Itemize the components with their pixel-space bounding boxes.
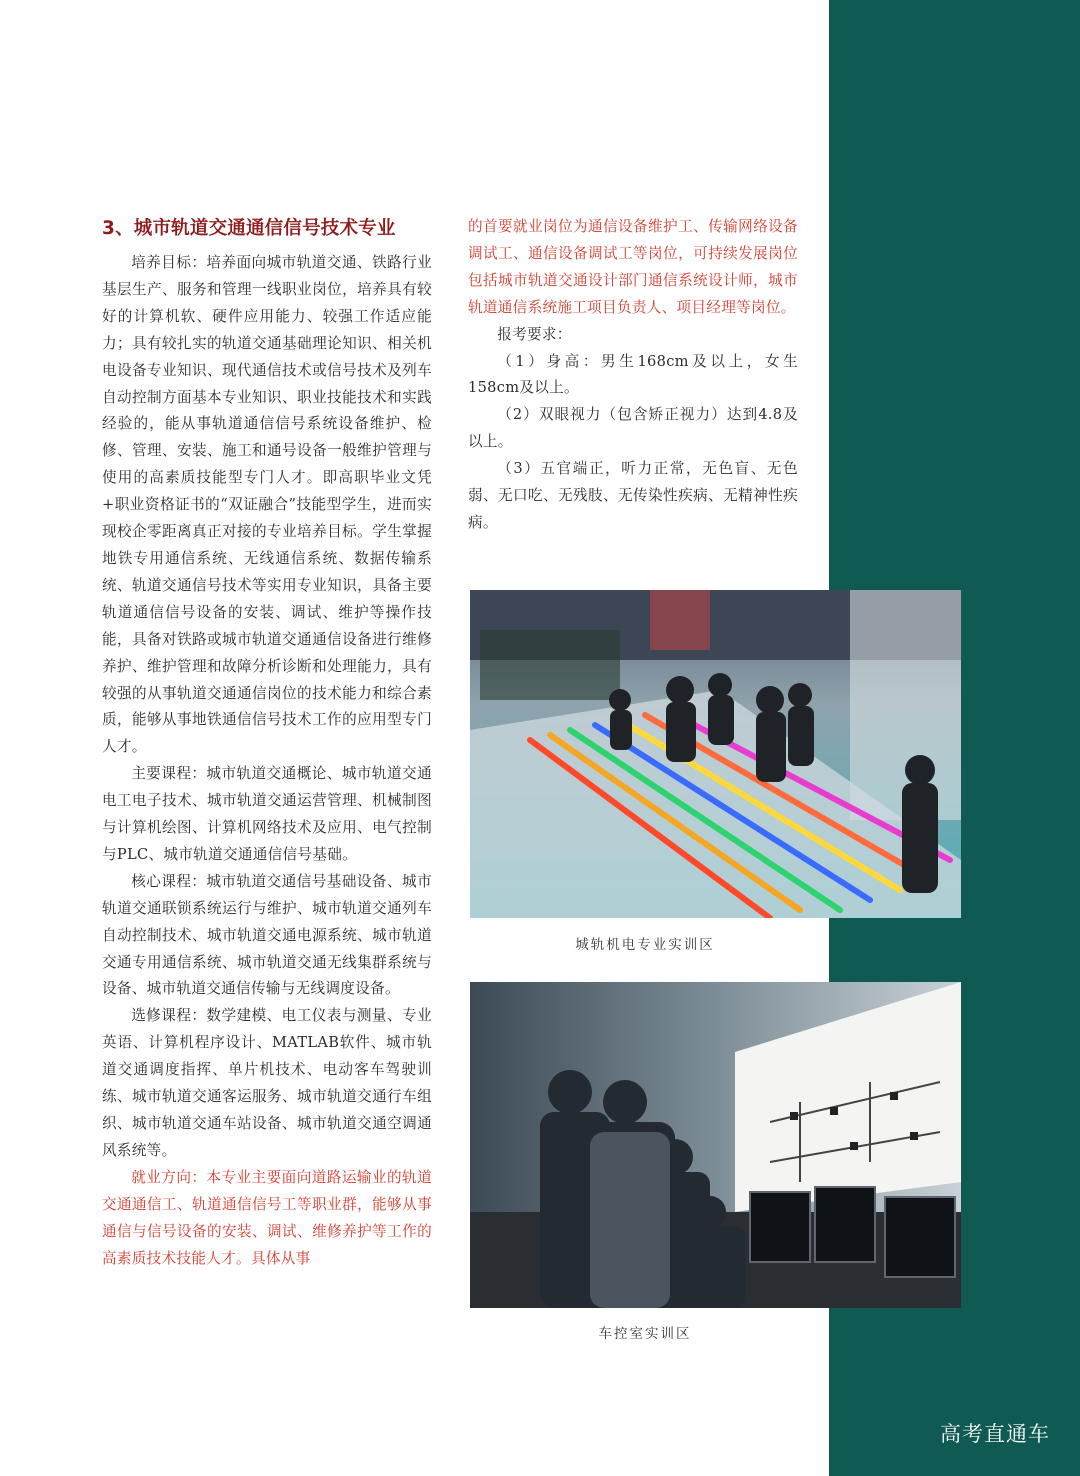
right-column bbox=[468, 214, 798, 537]
main-courses-paragraph bbox=[102, 761, 432, 869]
core-courses-paragraph bbox=[102, 869, 432, 1004]
main-courses-label: 主要课程： bbox=[131, 765, 207, 783]
requirement-item: （3）五官端正，听力正常，无色盲、无色弱、无口吃、无残肢、无传染性疾病、无精神性疾病。 bbox=[468, 460, 798, 531]
footer-brand-label: 高考直通车 bbox=[940, 1422, 1050, 1446]
core-courses-label: 核心课程： bbox=[131, 872, 207, 890]
photo-caption-training-area: 城轨机电专业实训区 bbox=[575, 937, 715, 953]
section-title: 3、城市轨道交通通信信号技术专业 bbox=[102, 218, 396, 239]
training-goal-paragraph bbox=[102, 250, 432, 761]
requirement-item: （1）身高：男生168cm及以上，女生158cm及以上。 bbox=[468, 352, 798, 397]
photo-control-room bbox=[470, 982, 961, 1308]
training-goal-label: 培养目标： bbox=[131, 254, 207, 271]
requirement-item: （2）双眼视力（包含矫正视力）达到4.8及以上。 bbox=[468, 406, 798, 451]
employment-label: 就业方向： bbox=[131, 1168, 207, 1186]
elective-courses-label: 选修课程： bbox=[131, 1007, 207, 1025]
elective-courses-text: 数学建模、电工仪表与测量、专业英语、计算机程序设计、MATLAB软件、城市轨道交通调度指挥、单片机技术、电动客车驾驶训练、城市轨道交通客运服务、城市轨道交通行车组织、城市轨道交通车站设备、城市轨道交通空调通风系统等。 bbox=[102, 1007, 432, 1159]
elective-courses-paragraph bbox=[102, 1003, 432, 1164]
employment-continuation: 的首要就业岗位为通信设备维护工、传输网络设备调试工、通信设备调试工等岗位，可持续发展岗位包括城市轨道交通设计部门通信系统设计师，城市轨道通信系统施工项目负责人、项目经理等岗位。 bbox=[468, 218, 798, 316]
left-column bbox=[102, 214, 432, 1272]
requirements-label: 报考要求： bbox=[497, 325, 572, 343]
employment-paragraph bbox=[102, 1165, 432, 1273]
core-courses-text: 城市轨道交通信号基础设备、城市轨道交通联锁系统运行与维护、城市轨道交通列车自动控制技术、城市轨道交通电源系统、城市轨道交通专用通信系统、城市轨道交通无线集群系统与设备、城市轨道交通信传输与无线调度设备。 bbox=[102, 872, 432, 998]
training-goal-text: 培养面向城市轨道交通、铁路行业基层生产、服务和管理一线职业岗位，培养具有较好的计算机软、硬件应用能力、较强工作适应能力；具有较扎实的轨道交通基础理论知识、相关机电设备专业知识、现代通信技术或信号技术及列车自动控制方面基本专业知识、职业技能技术和实践经验的，能从事轨道通信信号系统设备维护、检修、管理、安装、施工和通号设备一般维护管理与使用的高素质技能型专门人才。即高职毕业文凭+职业资格证书的“双证融合”技能型学生，进而实现校企零距离真正对接的专业培养目标。学生掌握地铁专用通信系统、无线通信系统、数据传输系统、轨道交通信号技术等实用专业知识，具备主要轨道通信信号设备的安装、调试、维护等操作技能，具备对铁路或城市轨道交通通信设备进行维修养护、维护管理和故障分析诊断和处理能力，具有较强的从事轨道交通通信岗位的技术能力和综合素质，能够从事地铁通信信号技术工作的应用型专门人才。 bbox=[102, 254, 432, 756]
photo-caption-control-room: 车控室实训区 bbox=[598, 1326, 692, 1342]
photo-training-area bbox=[470, 590, 961, 918]
main-courses-text: 城市轨道交通概论、城市轨道交通电工电子技术、城市轨道交通运营管理、机械制图与计算机绘图、计算机网络技术及应用、电气控制与PLC、城市轨道交通通信信号基础。 bbox=[102, 765, 432, 863]
employment-text-left: 本专业主要面向道路运输业的轨道交通通信工、轨道通信信号工等职业群，能够从事通信与信号设备的安装、调试、维修养护等工作的高素质技术技能人才。具体从事 bbox=[102, 1168, 432, 1267]
